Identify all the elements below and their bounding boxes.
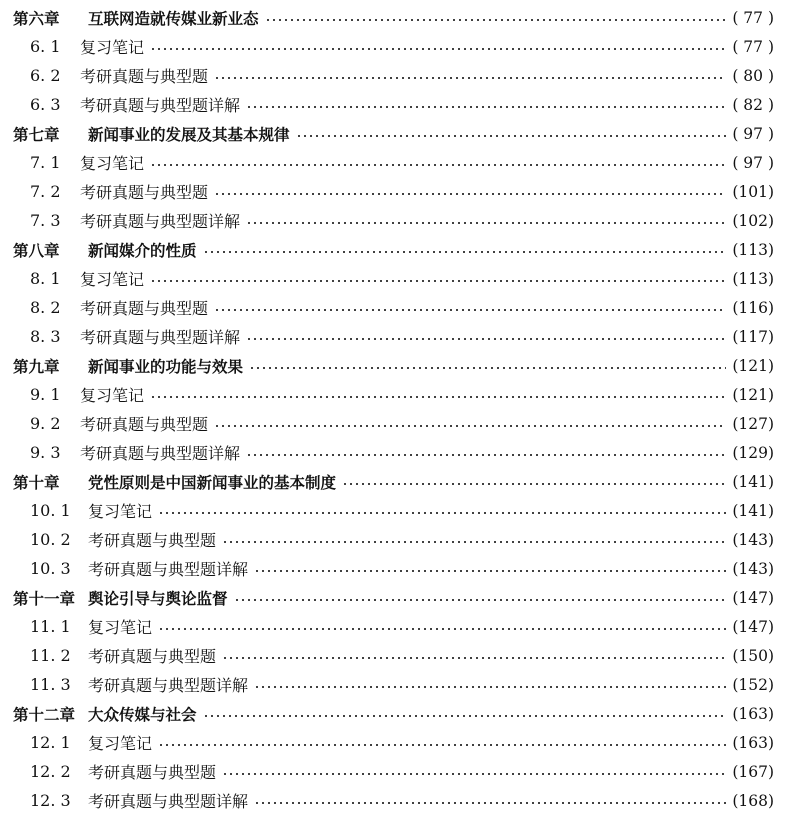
dot-leader — [265, 18, 726, 22]
entry-title: 考研真题与典型题详解 — [80, 328, 241, 347]
entry-page-number: (141) — [732, 472, 774, 491]
dot-leader — [254, 685, 726, 689]
toc-section-entry[interactable] — [0, 90, 790, 119]
entry-number: 7. 2 — [30, 182, 61, 201]
entry-page-number: (147) — [732, 588, 774, 607]
entry-title: 考研真题与典型题 — [80, 183, 209, 202]
entry-page-number: (150) — [732, 646, 774, 665]
entry-page-number: (121) — [732, 356, 774, 375]
entry-page-number: (116) — [732, 298, 774, 317]
entry-title: 互联网造就传媒业新业态 — [88, 9, 259, 28]
entry-page-number: (167) — [732, 762, 774, 781]
entry-page-number: (127) — [732, 414, 774, 433]
dot-leader — [214, 76, 726, 80]
toc-chapter-entry[interactable] — [0, 3, 790, 32]
entry-page-number: (147) — [732, 617, 774, 636]
dot-leader — [246, 221, 726, 225]
entry-number: 12. 3 — [30, 791, 71, 810]
entry-title: 考研真题与典型题 — [88, 531, 217, 550]
toc-section-entry[interactable] — [0, 757, 790, 786]
toc-section-entry[interactable] — [0, 61, 790, 90]
entry-title: 舆论引导与舆论监督 — [88, 589, 228, 608]
entry-title: 考研真题与典型题详解 — [80, 212, 241, 231]
dot-leader — [150, 47, 726, 51]
entry-page-number: ( 97 ) — [732, 124, 774, 143]
entry-page-number: ( 82 ) — [732, 95, 774, 114]
dot-leader — [214, 308, 726, 312]
toc-section-entry[interactable] — [0, 380, 790, 409]
entry-number: 第十章 — [13, 473, 60, 492]
dot-leader — [234, 598, 726, 602]
entry-page-number: (163) — [732, 704, 774, 723]
entry-number: 8. 3 — [30, 327, 61, 346]
toc-section-entry[interactable] — [0, 554, 790, 583]
entry-page-number: (102) — [732, 211, 774, 230]
toc-chapter-entry[interactable] — [0, 583, 790, 612]
dot-leader — [246, 105, 726, 109]
entry-page-number: (143) — [732, 559, 774, 578]
entry-title: 党性原则是中国新闻事业的基本制度 — [88, 473, 337, 492]
entry-page-number: (113) — [732, 269, 774, 288]
entry-title: 考研真题与典型题详解 — [88, 792, 249, 811]
entry-title: 新闻媒介的性质 — [88, 241, 197, 260]
entry-number: 9. 2 — [30, 414, 61, 433]
entry-title: 考研真题与典型题详解 — [88, 560, 249, 579]
entry-page-number: (141) — [732, 501, 774, 520]
entry-page-number: ( 97 ) — [732, 153, 774, 172]
entry-number: 6. 3 — [30, 95, 61, 114]
toc-section-entry[interactable] — [0, 641, 790, 670]
dot-leader — [158, 511, 726, 515]
toc-section-entry[interactable] — [0, 438, 790, 467]
toc-chapter-entry[interactable] — [0, 467, 790, 496]
dot-leader — [249, 366, 726, 370]
entry-title: 复习笔记 — [80, 386, 145, 405]
entry-number: 第六章 — [13, 9, 60, 28]
entry-number: 12. 1 — [30, 733, 71, 752]
entry-page-number: ( 77 ) — [732, 8, 774, 27]
entry-title: 新闻事业的发展及其基本规律 — [88, 125, 290, 144]
entry-number: 10. 1 — [30, 501, 71, 520]
entry-number: 11. 3 — [30, 675, 71, 694]
entry-number: 第十二章 — [13, 705, 76, 724]
toc-section-entry[interactable] — [0, 264, 790, 293]
dot-leader — [214, 192, 726, 196]
entry-title: 考研真题与典型题 — [80, 67, 209, 86]
entry-title: 复习笔记 — [88, 502, 153, 521]
toc-section-entry[interactable] — [0, 148, 790, 177]
entry-title: 复习笔记 — [88, 618, 153, 637]
toc-section-entry[interactable] — [0, 525, 790, 554]
entry-number: 6. 1 — [30, 37, 61, 56]
entry-number: 第八章 — [13, 241, 60, 260]
entry-number: 10. 2 — [30, 530, 71, 549]
entry-page-number: (101) — [732, 182, 774, 201]
toc-chapter-entry[interactable] — [0, 351, 790, 380]
entry-number: 10. 3 — [30, 559, 71, 578]
entry-title: 考研真题与典型题详解 — [80, 96, 241, 115]
entry-page-number: ( 77 ) — [732, 37, 774, 56]
entry-page-number: ( 80 ) — [732, 66, 774, 85]
entry-number: 8. 1 — [30, 269, 61, 288]
dot-leader — [214, 424, 726, 428]
entry-number: 9. 1 — [30, 385, 61, 404]
toc-chapter-entry[interactable] — [0, 119, 790, 148]
entry-number: 第九章 — [13, 357, 60, 376]
dot-leader — [203, 714, 726, 718]
entry-title: 复习笔记 — [80, 38, 145, 57]
entry-number: 12. 2 — [30, 762, 71, 781]
dot-leader — [158, 627, 726, 631]
dot-leader — [342, 482, 726, 486]
table-of-contents — [0, 3, 790, 815]
entry-number: 8. 2 — [30, 298, 61, 317]
entry-number: 11. 2 — [30, 646, 71, 665]
entry-page-number: (163) — [732, 733, 774, 752]
dot-leader — [246, 337, 726, 341]
entry-title: 新闻事业的功能与效果 — [88, 357, 244, 376]
toc-section-entry[interactable] — [0, 32, 790, 61]
toc-section-entry[interactable] — [0, 322, 790, 351]
dot-leader — [254, 569, 726, 573]
entry-page-number: (129) — [732, 443, 774, 462]
entry-title: 复习笔记 — [80, 154, 145, 173]
entry-number: 第十一章 — [13, 589, 76, 608]
toc-section-entry[interactable] — [0, 293, 790, 322]
dot-leader — [222, 656, 726, 660]
toc-chapter-entry[interactable] — [0, 699, 790, 728]
entry-number: 9. 3 — [30, 443, 61, 462]
entry-page-number: (168) — [732, 791, 774, 810]
dot-leader — [254, 801, 726, 805]
entry-title: 考研真题与典型题详解 — [80, 444, 241, 463]
entry-title: 考研真题与典型题 — [80, 415, 209, 434]
dot-leader — [222, 772, 726, 776]
entry-page-number: (121) — [732, 385, 774, 404]
dot-leader — [150, 395, 726, 399]
toc-chapter-entry[interactable] — [0, 235, 790, 264]
entry-page-number: (113) — [732, 240, 774, 259]
dot-leader — [150, 279, 726, 283]
toc-section-entry[interactable] — [0, 612, 790, 641]
entry-title: 大众传媒与社会 — [88, 705, 197, 724]
dot-leader — [222, 540, 726, 544]
toc-section-entry[interactable] — [0, 728, 790, 757]
dot-leader — [158, 743, 726, 747]
entry-page-number: (152) — [732, 675, 774, 694]
toc-section-entry[interactable] — [0, 670, 790, 699]
entry-title: 复习笔记 — [80, 270, 145, 289]
toc-section-entry[interactable] — [0, 786, 790, 815]
entry-number: 11. 1 — [30, 617, 71, 636]
toc-section-entry[interactable] — [0, 177, 790, 206]
entry-number: 7. 3 — [30, 211, 61, 230]
entry-number: 6. 2 — [30, 66, 61, 85]
entry-number: 第七章 — [13, 125, 60, 144]
dot-leader — [296, 134, 726, 138]
toc-section-entry[interactable] — [0, 206, 790, 235]
entry-page-number: (143) — [732, 530, 774, 549]
entry-title: 考研真题与典型题 — [88, 763, 217, 782]
entry-title: 考研真题与典型题 — [88, 647, 217, 666]
dot-leader — [150, 163, 726, 167]
entry-number: 7. 1 — [30, 153, 61, 172]
toc-section-entry[interactable] — [0, 409, 790, 438]
toc-section-entry[interactable] — [0, 496, 790, 525]
dot-leader — [203, 250, 726, 254]
entry-title: 考研真题与典型题 — [80, 299, 209, 318]
entry-title: 考研真题与典型题详解 — [88, 676, 249, 695]
entry-page-number: (117) — [732, 327, 774, 346]
entry-title: 复习笔记 — [88, 734, 153, 753]
dot-leader — [246, 453, 726, 457]
